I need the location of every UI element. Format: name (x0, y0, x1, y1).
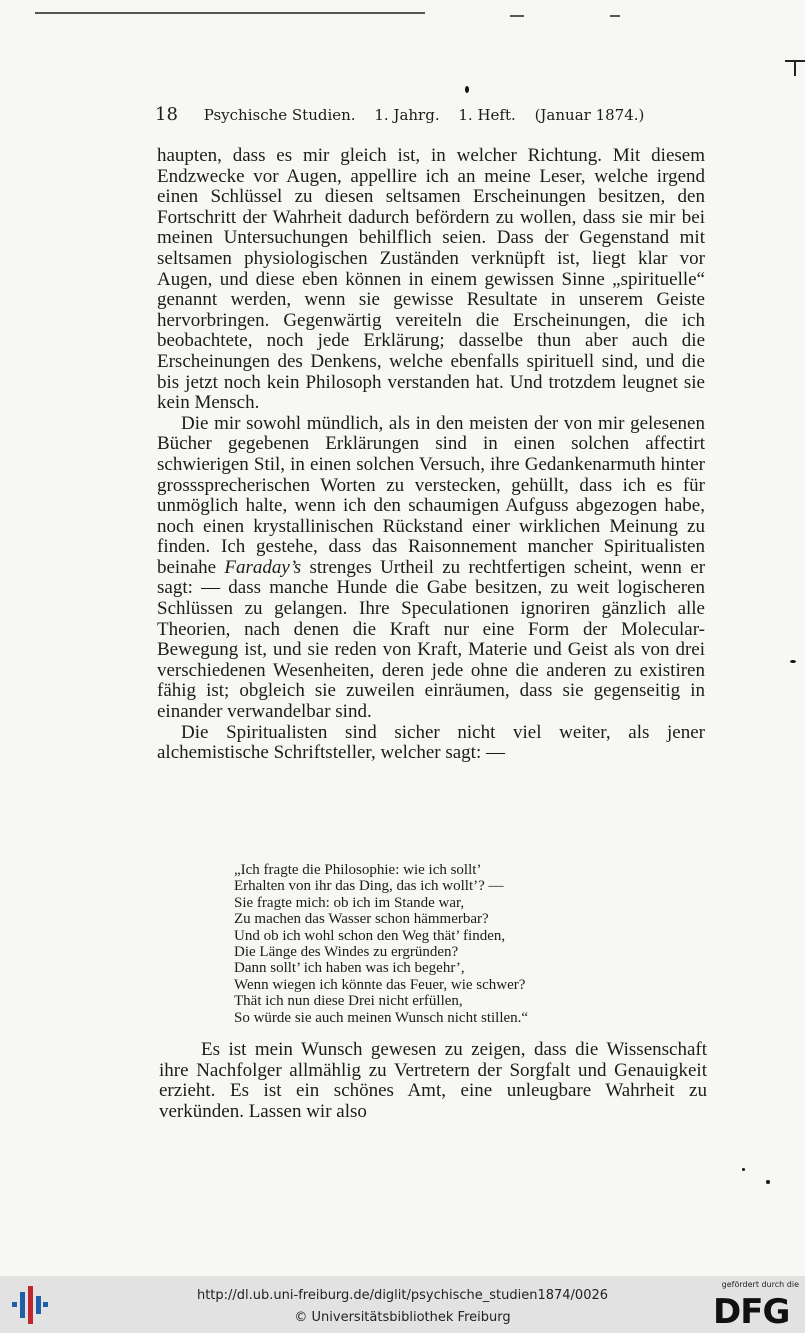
scan-speck (790, 660, 796, 663)
permalink[interactable]: http://dl.ub.uni-freiburg.de/diglit/psychische_studien1874/0026 (196, 1288, 609, 1303)
scan-speck (465, 86, 469, 93)
verse-line: „Ich fragte die Philosophie: wie ich sollt’ (234, 862, 482, 878)
journal-title: Psychische Studien. (203, 106, 356, 124)
paragraph: Es ist mein Wunsch gewesen zu zeigen, dass die Wissenschaft ihre Nachfolger allmählig zu Vertretern der Sorgfalt und Genauigkeit erzieht. Es ist ein schönes Amt, eine unleugbare Wahrheit zu verkünden. Lassen wir also (159, 1039, 707, 1122)
paragraph: haupten, dass es mir gleich ist, in welcher Richtung. Mit diesem Endzwecke vor Augen, appellire ich an meine Leser, welche irgend einen Schlüssel zu diesen seltsamen Erscheinungen besitzen, den Fortschritt der Wahrheit dadurch befördern zu wollen, dass sie mir bei meinen Untersuchungen behilflich seien. Dass der Gegenstand mit seltsamen physiologischen Zuständen verknüpft ist, liegt klar vor Augen, und diese eben können in einem gewissen Sinne „spirituelle“ genannt werden, wenn sie gewisse Resultate in unserem Geiste hervorbringen. Gegenwärtig vereiteln die Erscheinungen, die ich beobachtete, noch jede Erklärung; dasselbe thun aber auch die Erscheinungen des Denkens, welche ebenfalls spirituell sind, und die bis jetzt noch kein Philosoph verstanden hat. Und trotzdem leugnet sie kein Mensch. (157, 145, 705, 414)
verse-line: Zu machen das Wasser schon hämmerbar? (234, 911, 489, 928)
dfg-logo-mark: DFG (713, 1292, 790, 1332)
paragraph: Die Spiritualisten sind sicher nicht viel weiter, als jener alchemistische Schriftsteller, welcher sagt: — (157, 721, 705, 764)
paragraph-text: Die mir sowohl mündlich, als in den meisten der von mir gelesenen Bücher gegebenen Erklärungen sind in einen solchen affectirt schwierigen Stil, in einen solchen Versuch, ihre Gedankenarmuth hinter grosssprecherischen Worten zu verstecken, gehüllt, dass ich es für unmöglich halte, wenn ich den schaumigen Aufguss abgezogen habe, noch einen krystallinischen Rückstand einer wirklichen Meinung zu finden. Ich gestehe, dass das Raisonnement mancher Spiritualisten beinahe (157, 412, 705, 578)
verse-line: Dann sollt’ ich haben was ich begehr’, (234, 960, 465, 977)
copyright-notice: © Universitätsbibliothek Freiburg (294, 1310, 511, 1325)
paragraph (157, 414, 705, 723)
running-header (155, 104, 715, 125)
issue-date: (Januar 1874.) (534, 106, 645, 124)
scan-tick (794, 60, 796, 76)
verse-line: Erhalten von ihr das Ding, das ich wollt’? — (234, 878, 504, 895)
dfg-logo[interactable] (709, 1280, 799, 1330)
main-text (157, 146, 705, 764)
verse-line: Und ob ich wohl schon den Weg thät’ finden, (234, 927, 506, 944)
issue-number: 1. Heft. (458, 106, 516, 124)
paragraph-text: strenges Urtheil zu rechtfertigen scheint, wenn er sagt: — dass manche Hunde die Gabe besitzen, zu weit logischeren Schlüssen zu gelangen. Ihre Speculationen ignoriren gänzlich alle Theorien, nach denen die Kraft nur eine Form der Molecular-Bewegung ist, und sie reden von Kraft, Materie und Geist als von drei verschiedenen Wesenheiten, deren jede ohne die anderen zu existiren fähig ist; obgleich sie zuweilen einräumen, dass sie gegenseitig in einander verwandelbar sind. (157, 556, 706, 723)
scan-speck (742, 1168, 745, 1171)
funder-caption: gefördert durch die (721, 1280, 799, 1289)
scan-top-rule (35, 12, 425, 14)
emphasized-name: Faraday’s (224, 556, 302, 578)
main-text-continued (159, 1040, 707, 1122)
verse-line: Sie fragte mich: ob ich im Stande war, (234, 894, 465, 911)
verse-line: Thät ich nun diese Drei nicht erfüllen, (234, 993, 463, 1010)
footer-bar (0, 1276, 805, 1333)
verse-line: Die Länge des Windes zu ergründen? (234, 944, 459, 961)
scan-speck (766, 1180, 770, 1184)
scan-mark (610, 15, 620, 17)
quoted-verse (234, 862, 674, 1026)
scan-mark (510, 15, 524, 17)
verse-line: Wenn wiegen ich könnte das Feuer, wie schwer? (234, 976, 526, 993)
volume-year: 1. Jahrg. (374, 106, 440, 124)
page-number: 18 (155, 104, 178, 125)
verse-line: So würde sie auch meinen Wunsch nicht stillen.“ (234, 1009, 529, 1026)
